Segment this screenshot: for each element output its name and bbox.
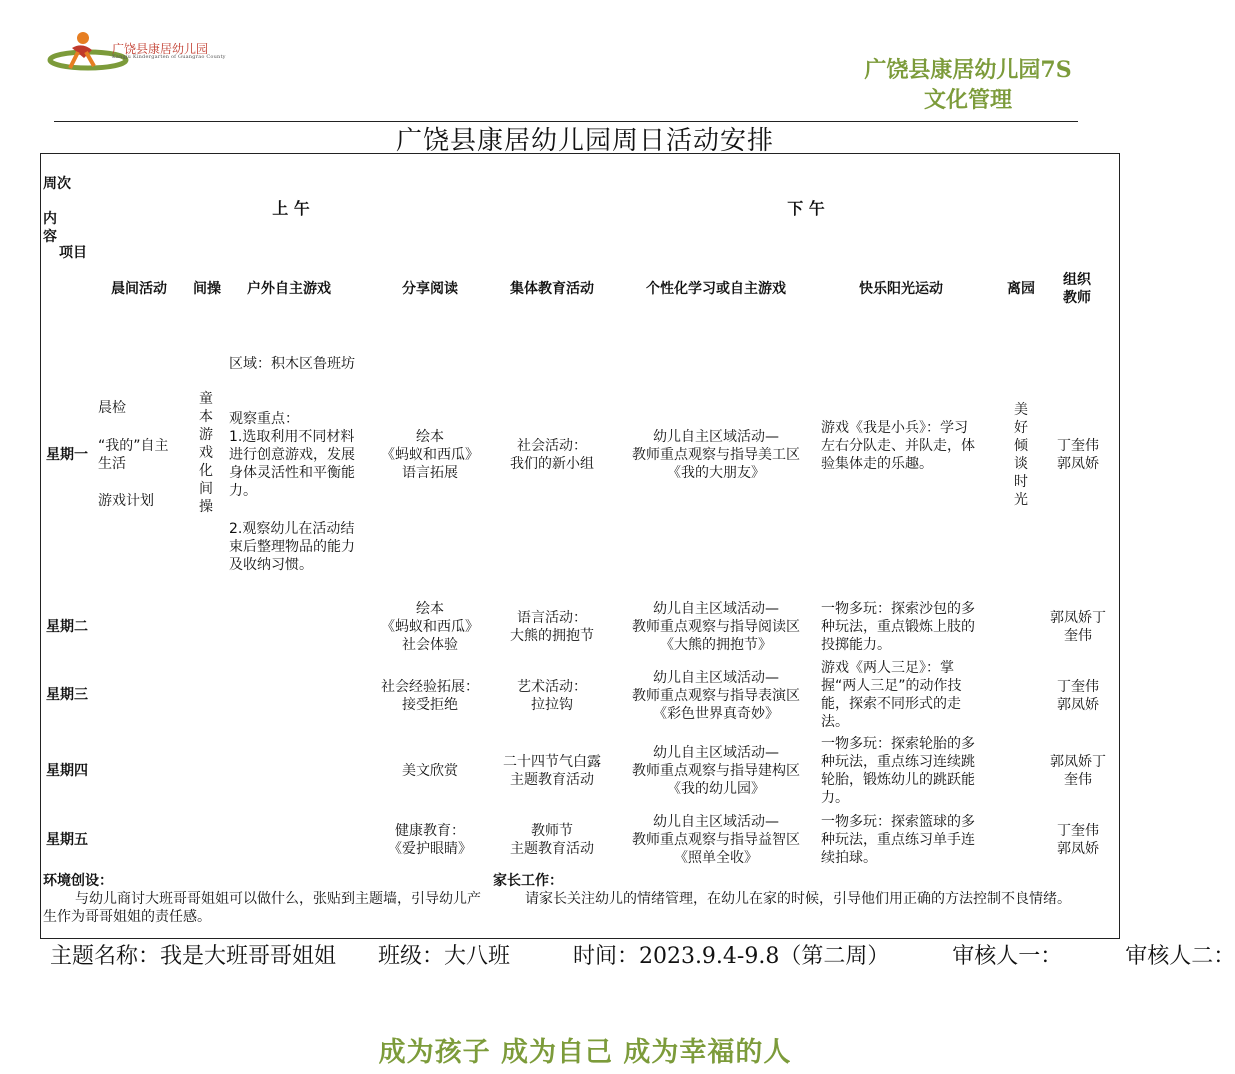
footer-time: 时间：2023.9.4-9.8（第二周） [572, 944, 890, 969]
col-reading: 分享阅读 [402, 281, 458, 297]
col-sport: 快乐阳光运动 [859, 281, 943, 297]
fri-sport: 一物多玩：探索篮球的多种玩法，重点练习单手连续拍球。 [821, 814, 975, 866]
mon-self-life: “我的”自主生活 [98, 438, 169, 472]
mon-outdoor-focus-title: 观察重点： [229, 411, 299, 427]
thu-sport: 一物多玩：探索轮胎的多种玩法，重点练习连续跳轮胎，锻炼幼儿的跳跃能力。 [821, 736, 975, 806]
tue-reading: 绘本 《蚂蚁和西瓜》 社会体验 [381, 601, 479, 653]
day-thu: 星期四 [46, 763, 88, 779]
mon-sport: 游戏《我是小兵》：学习左右分队走、并队走，体验集体走的乐趣。 [821, 420, 975, 472]
col-personal-learning: 个性化学习或自主游戏 [646, 281, 786, 297]
thu-personal: 幼儿自主区域活动— 教师重点观察与指导建构区 《我的幼儿园》 [632, 745, 800, 797]
col-exercise: 间操 [193, 281, 221, 297]
corner-content: 内容 [43, 211, 57, 245]
mon-reading: 绘本 《蚂蚁和西瓜》 语言拓展 [381, 429, 479, 481]
fri-teacher: 丁奎伟 郭凤娇 [1057, 823, 1099, 857]
footer-info [50, 942, 1235, 971]
parent-text: 请家长关注幼儿的情绪管理，在幼儿在家的时候，引导他们用正确的方法控制不良情绪。 [525, 891, 1071, 907]
thu-reading: 美文欣赏 [402, 763, 458, 779]
afternoon-header: 下 午 [787, 199, 825, 218]
wed-teacher: 丁奎伟 郭凤娇 [1057, 679, 1099, 713]
mon-outdoor-focus-1: 1.选取利用不同材料进行创意游戏，发展身体灵活性和平衡能力。 [229, 429, 355, 499]
mon-exercise: 童本游戏化间操 [199, 391, 213, 515]
brand-title [848, 55, 1088, 115]
footer-theme: 主题名称：我是大班哥哥姐姐 [50, 944, 337, 969]
col-morning-activity: 晨间活动 [111, 281, 167, 297]
fri-collective: 教师节 主题教育活动 [510, 823, 594, 857]
col-outdoor-game: 户外自主游戏 [247, 281, 331, 297]
tue-sport: 一物多玩：探索沙包的多种玩法，重点锻炼上肢的投掷能力。 [821, 601, 975, 653]
day-mon: 星期一 [46, 447, 88, 463]
corner-week: 周次 [43, 176, 71, 192]
mon-game-plan: 游戏计划 [98, 493, 154, 509]
thu-collective: 二十四节气白露 主题教育活动 [503, 754, 601, 788]
footer-reviewer1: 审核人一： [952, 944, 1063, 969]
env-text: 与幼儿商讨大班哥哥姐姐可以做什么，张贴到主题墙，引导幼儿产生作为哥哥姐姐的责任感。 [43, 891, 481, 925]
col-collective: 集体教育活动 [510, 281, 594, 297]
thu-teacher: 郭凤娇丁 奎伟 [1050, 754, 1106, 788]
day-tue: 星期二 [46, 619, 88, 635]
day-wed: 星期三 [46, 687, 88, 703]
footer-reviewer2: 审核人二： [1125, 944, 1235, 969]
parent-title: 家长工作： [493, 873, 563, 889]
tue-personal: 幼儿自主区域活动— 教师重点观察与指导阅读区 《大熊的拥抱节》 [632, 601, 800, 653]
mon-morning-check: 晨检 [98, 400, 126, 416]
day-fri: 星期五 [46, 832, 88, 848]
wed-collective: 艺术活动： 拉拉钩 [517, 679, 587, 713]
morning-header: 上 午 [272, 199, 310, 218]
mon-personal: 幼儿自主区域活动— 教师重点观察与指导美工区 《我的大朋友》 [632, 429, 800, 481]
col-leave: 离园 [1007, 281, 1035, 297]
mon-outdoor-area: 区域：积木区鲁班坊 [229, 356, 355, 372]
mon-collective: 社会活动： 我们的新小组 [510, 438, 594, 472]
wed-personal: 幼儿自主区域活动— 教师重点观察与指导表演区 《彩色世界真奇妙》 [632, 670, 800, 722]
logo-text: 广饶县康居幼儿园 [112, 42, 209, 56]
brand-line-1: 广饶县康居幼儿园7S [864, 57, 1072, 83]
env-title: 环境创设： [43, 873, 113, 889]
wed-sport: 游戏《两人三足》：掌握“两人三足”的动作技能，探索不同形式的走法。 [821, 660, 962, 730]
brand-line-2: 文化管理 [923, 87, 1012, 113]
schedule-table [40, 153, 1120, 939]
col-teacher: 组织教师 [1063, 272, 1091, 306]
slogan: 成为孩子 成为自己 成为幸福的人 [378, 1037, 792, 1068]
footer-class: 班级：大八班 [377, 944, 510, 969]
mon-leave: 美好倾谈时光 [1014, 402, 1028, 508]
document-title: 广饶县康居幼儿园周日活动安排 [395, 126, 774, 156]
fri-reading: 健康教育： 《爱护眼睛》 [388, 823, 472, 857]
tue-collective: 语言活动： 大熊的拥抱节 [510, 610, 594, 644]
fri-personal: 幼儿自主区域活动— 教师重点观察与指导益智区 《照单全收》 [632, 814, 800, 866]
tue-teacher: 郭凤娇丁 奎伟 [1050, 610, 1106, 644]
wed-reading: 社会经验拓展： 接受拒绝 [381, 679, 479, 713]
mon-teacher: 丁奎伟 郭凤娇 [1057, 438, 1099, 472]
logo-subtext: Kangju Kindergarten of Guangrao County [112, 54, 226, 60]
corner-item: 项目 [59, 245, 87, 261]
mon-outdoor-focus-2: 2.观察幼儿在活动结束后整理物品的能力及收纳习惯。 [229, 521, 355, 573]
